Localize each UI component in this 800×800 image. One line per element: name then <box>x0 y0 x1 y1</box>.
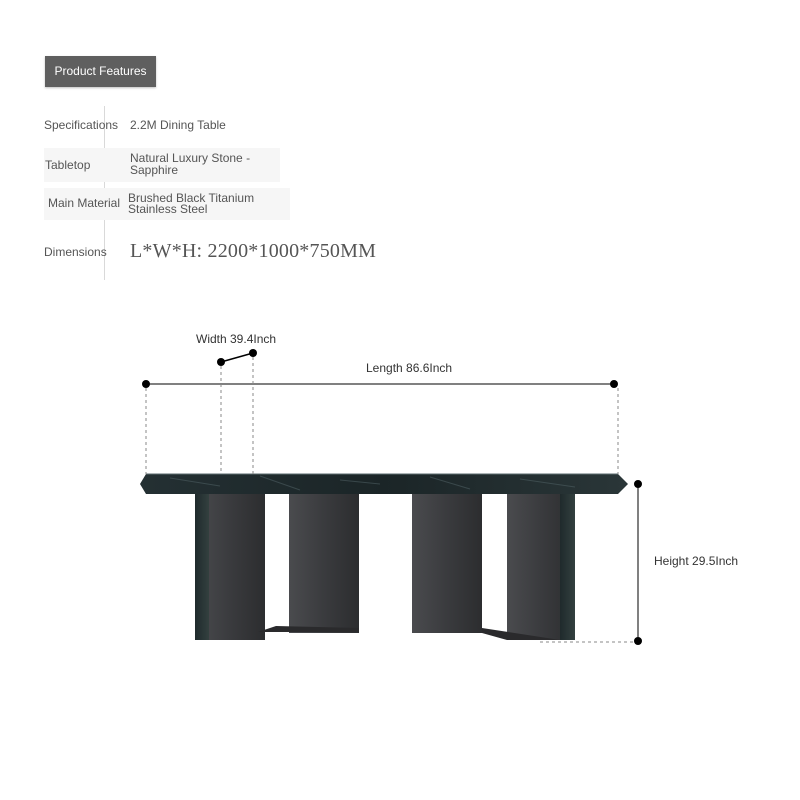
leg-panel <box>412 488 482 633</box>
spec-label-specifications: Specifications <box>44 118 119 132</box>
spec-value-material-line2: Stainless Steel <box>128 202 208 216</box>
spec-value-dimensions: L*W*H: 2200*1000*750MM <box>130 240 377 262</box>
height-label: Height 29.5Inch <box>654 554 739 568</box>
width-dimension <box>217 349 257 474</box>
table-legs <box>195 488 575 640</box>
spec-value-tabletop-line2: Sapphire <box>130 163 179 177</box>
leg-stone-edge <box>560 488 575 640</box>
spec-label-main-material: Main Material <box>48 196 121 210</box>
width-label: Width 39.4Inch <box>196 332 277 346</box>
length-dimension <box>142 380 618 474</box>
spec-value-material-line1: Brushed Black Titanium <box>128 191 255 205</box>
spec-label-tabletop: Tabletop <box>45 158 91 172</box>
spec-value-specifications: 2.2M Dining Table <box>130 118 226 132</box>
product-features-badge: Product Features <box>45 56 156 87</box>
spec-label-dimensions: Dimensions <box>44 245 107 259</box>
leg-panel <box>289 488 359 633</box>
length-label: Length 86.6Inch <box>366 361 453 375</box>
leg-stone-edge <box>195 488 209 640</box>
spec-value-tabletop-line1: Natural Luxury Stone - <box>130 151 251 165</box>
